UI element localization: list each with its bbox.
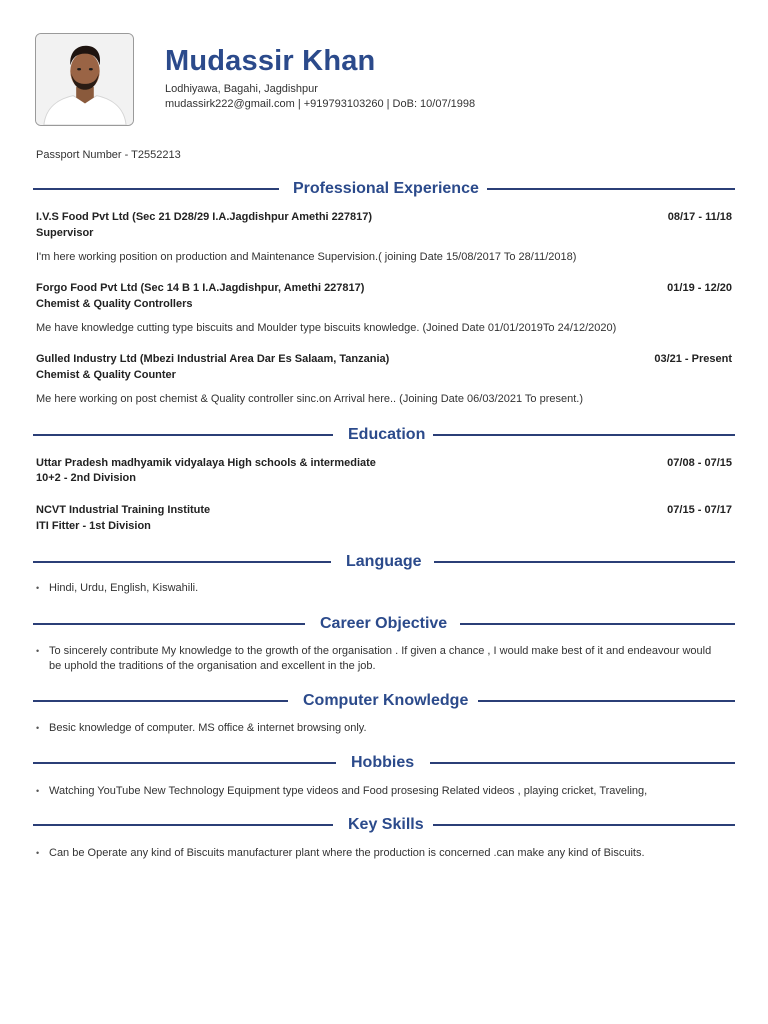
divider-line bbox=[478, 700, 735, 702]
candidate-name: Mudassir Khan bbox=[165, 45, 376, 77]
divider-line bbox=[33, 700, 288, 702]
passport-number: Passport Number - T2552213 bbox=[36, 149, 181, 161]
experience-company: Gulled Industry Ltd (Mbezi Industrial Area Dar Es Salaam, Tanzania) bbox=[36, 353, 390, 365]
objective-text: To sincerely contribute My knowledge to the growth of the organisation . If given a chance , I would make best of it and endeavour would be uphold the traditions of the organisation and excellent in the job. bbox=[49, 645, 712, 672]
divider-line bbox=[433, 434, 735, 436]
section-title: Education bbox=[348, 426, 426, 443]
language-text: Hindi, Urdu, English, Kiswahili. bbox=[49, 582, 199, 594]
bullet-icon: • bbox=[36, 786, 40, 796]
divider-line bbox=[434, 561, 735, 563]
education-school: Uttar Pradesh madhyamik vidyalaya High schools & intermediate bbox=[36, 457, 376, 469]
divider-line bbox=[33, 824, 333, 826]
computer-item bbox=[36, 721, 726, 736]
experience-role: Chemist & Quality Counter bbox=[36, 369, 176, 381]
experience-company: I.V.S Food Pvt Ltd (Sec 21 D28/29 I.A.Jagdishpur Amethi 227817) bbox=[36, 211, 373, 223]
bullet-icon: • bbox=[36, 723, 40, 733]
section-title: Professional Experience bbox=[293, 180, 479, 197]
experience-description: I'm here working position on production and Maintenance Supervision.( joining Date 15/08/2017 To 28/11/2018) bbox=[36, 251, 577, 263]
computer-text: Besic knowledge of computer. MS office & internet browsing only. bbox=[49, 722, 367, 734]
experience-dates: 03/21 - Present bbox=[654, 353, 732, 365]
experience-role: Supervisor bbox=[36, 227, 94, 239]
section-title: Computer Knowledge bbox=[303, 692, 469, 709]
section-title: Language bbox=[346, 553, 422, 570]
divider-line bbox=[33, 188, 279, 190]
experience-role: Chemist & Quality Controllers bbox=[36, 298, 193, 310]
bullet-icon: • bbox=[36, 848, 40, 858]
hobbies-text: Watching YouTube New Technology Equipment type videos and Food prosesing Related videos , playing cricket, Traveling, bbox=[49, 785, 648, 797]
hobbies-item bbox=[36, 784, 726, 799]
divider-line bbox=[460, 623, 735, 625]
education-school: NCVT Industrial Training Institute bbox=[36, 504, 211, 516]
divider-line bbox=[33, 561, 331, 563]
divider-line bbox=[33, 434, 333, 436]
section-title: Hobbies bbox=[351, 754, 415, 771]
section-title: Career Objective bbox=[320, 615, 448, 632]
experience-description: Me have knowledge cutting type biscuits and Moulder type biscuits knowledge. (Joined Date 01/01/2019To 24/12/2020) bbox=[36, 322, 617, 334]
section-hobbies bbox=[33, 753, 735, 773]
profile-photo bbox=[35, 33, 134, 126]
bullet-icon: • bbox=[36, 583, 40, 593]
experience-company: Forgo Food Pvt Ltd (Sec 14 B 1 I.A.Jagdishpur, Amethi 227817) bbox=[36, 282, 365, 294]
address: Lodhiyawa, Bagahi, Jagdishpur bbox=[165, 83, 318, 95]
contact-details: mudassirk222@gmail.com | +919793103260 | DoB: 10/07/1998 bbox=[165, 98, 476, 110]
skills-text: Can be Operate any kind of Biscuits manufacturer plant where the production is concerned .can make any kind of Biscuits. bbox=[49, 847, 645, 859]
language-item bbox=[36, 581, 726, 596]
section-professional-experience bbox=[33, 179, 735, 199]
section-title: Key Skills bbox=[348, 816, 424, 833]
education-dates: 07/15 - 07/17 bbox=[667, 504, 732, 516]
divider-line bbox=[430, 762, 735, 764]
education-dates: 07/08 - 07/15 bbox=[667, 457, 732, 469]
bullet-icon: • bbox=[36, 646, 40, 656]
divider-line bbox=[33, 623, 305, 625]
skills-item bbox=[36, 846, 726, 861]
experience-description: Me here working on post chemist & Quality controller sinc.on Arrival here.. (Joining Date 06/03/2021 To present.) bbox=[36, 393, 584, 405]
divider-line bbox=[487, 188, 735, 190]
divider-line bbox=[33, 762, 336, 764]
education-detail: 10+2 - 2nd Division bbox=[36, 472, 136, 484]
experience-dates: 08/17 - 11/18 bbox=[667, 211, 732, 223]
section-education bbox=[33, 425, 735, 445]
education-detail: ITI Fitter - 1st Division bbox=[36, 520, 151, 532]
section-key-skills bbox=[33, 815, 735, 835]
section-computer-knowledge bbox=[33, 691, 735, 711]
objective-item bbox=[36, 644, 726, 674]
section-career-objective bbox=[33, 614, 735, 634]
section-language bbox=[33, 552, 735, 572]
experience-dates: 01/19 - 12/20 bbox=[667, 282, 732, 294]
divider-line bbox=[433, 824, 735, 826]
